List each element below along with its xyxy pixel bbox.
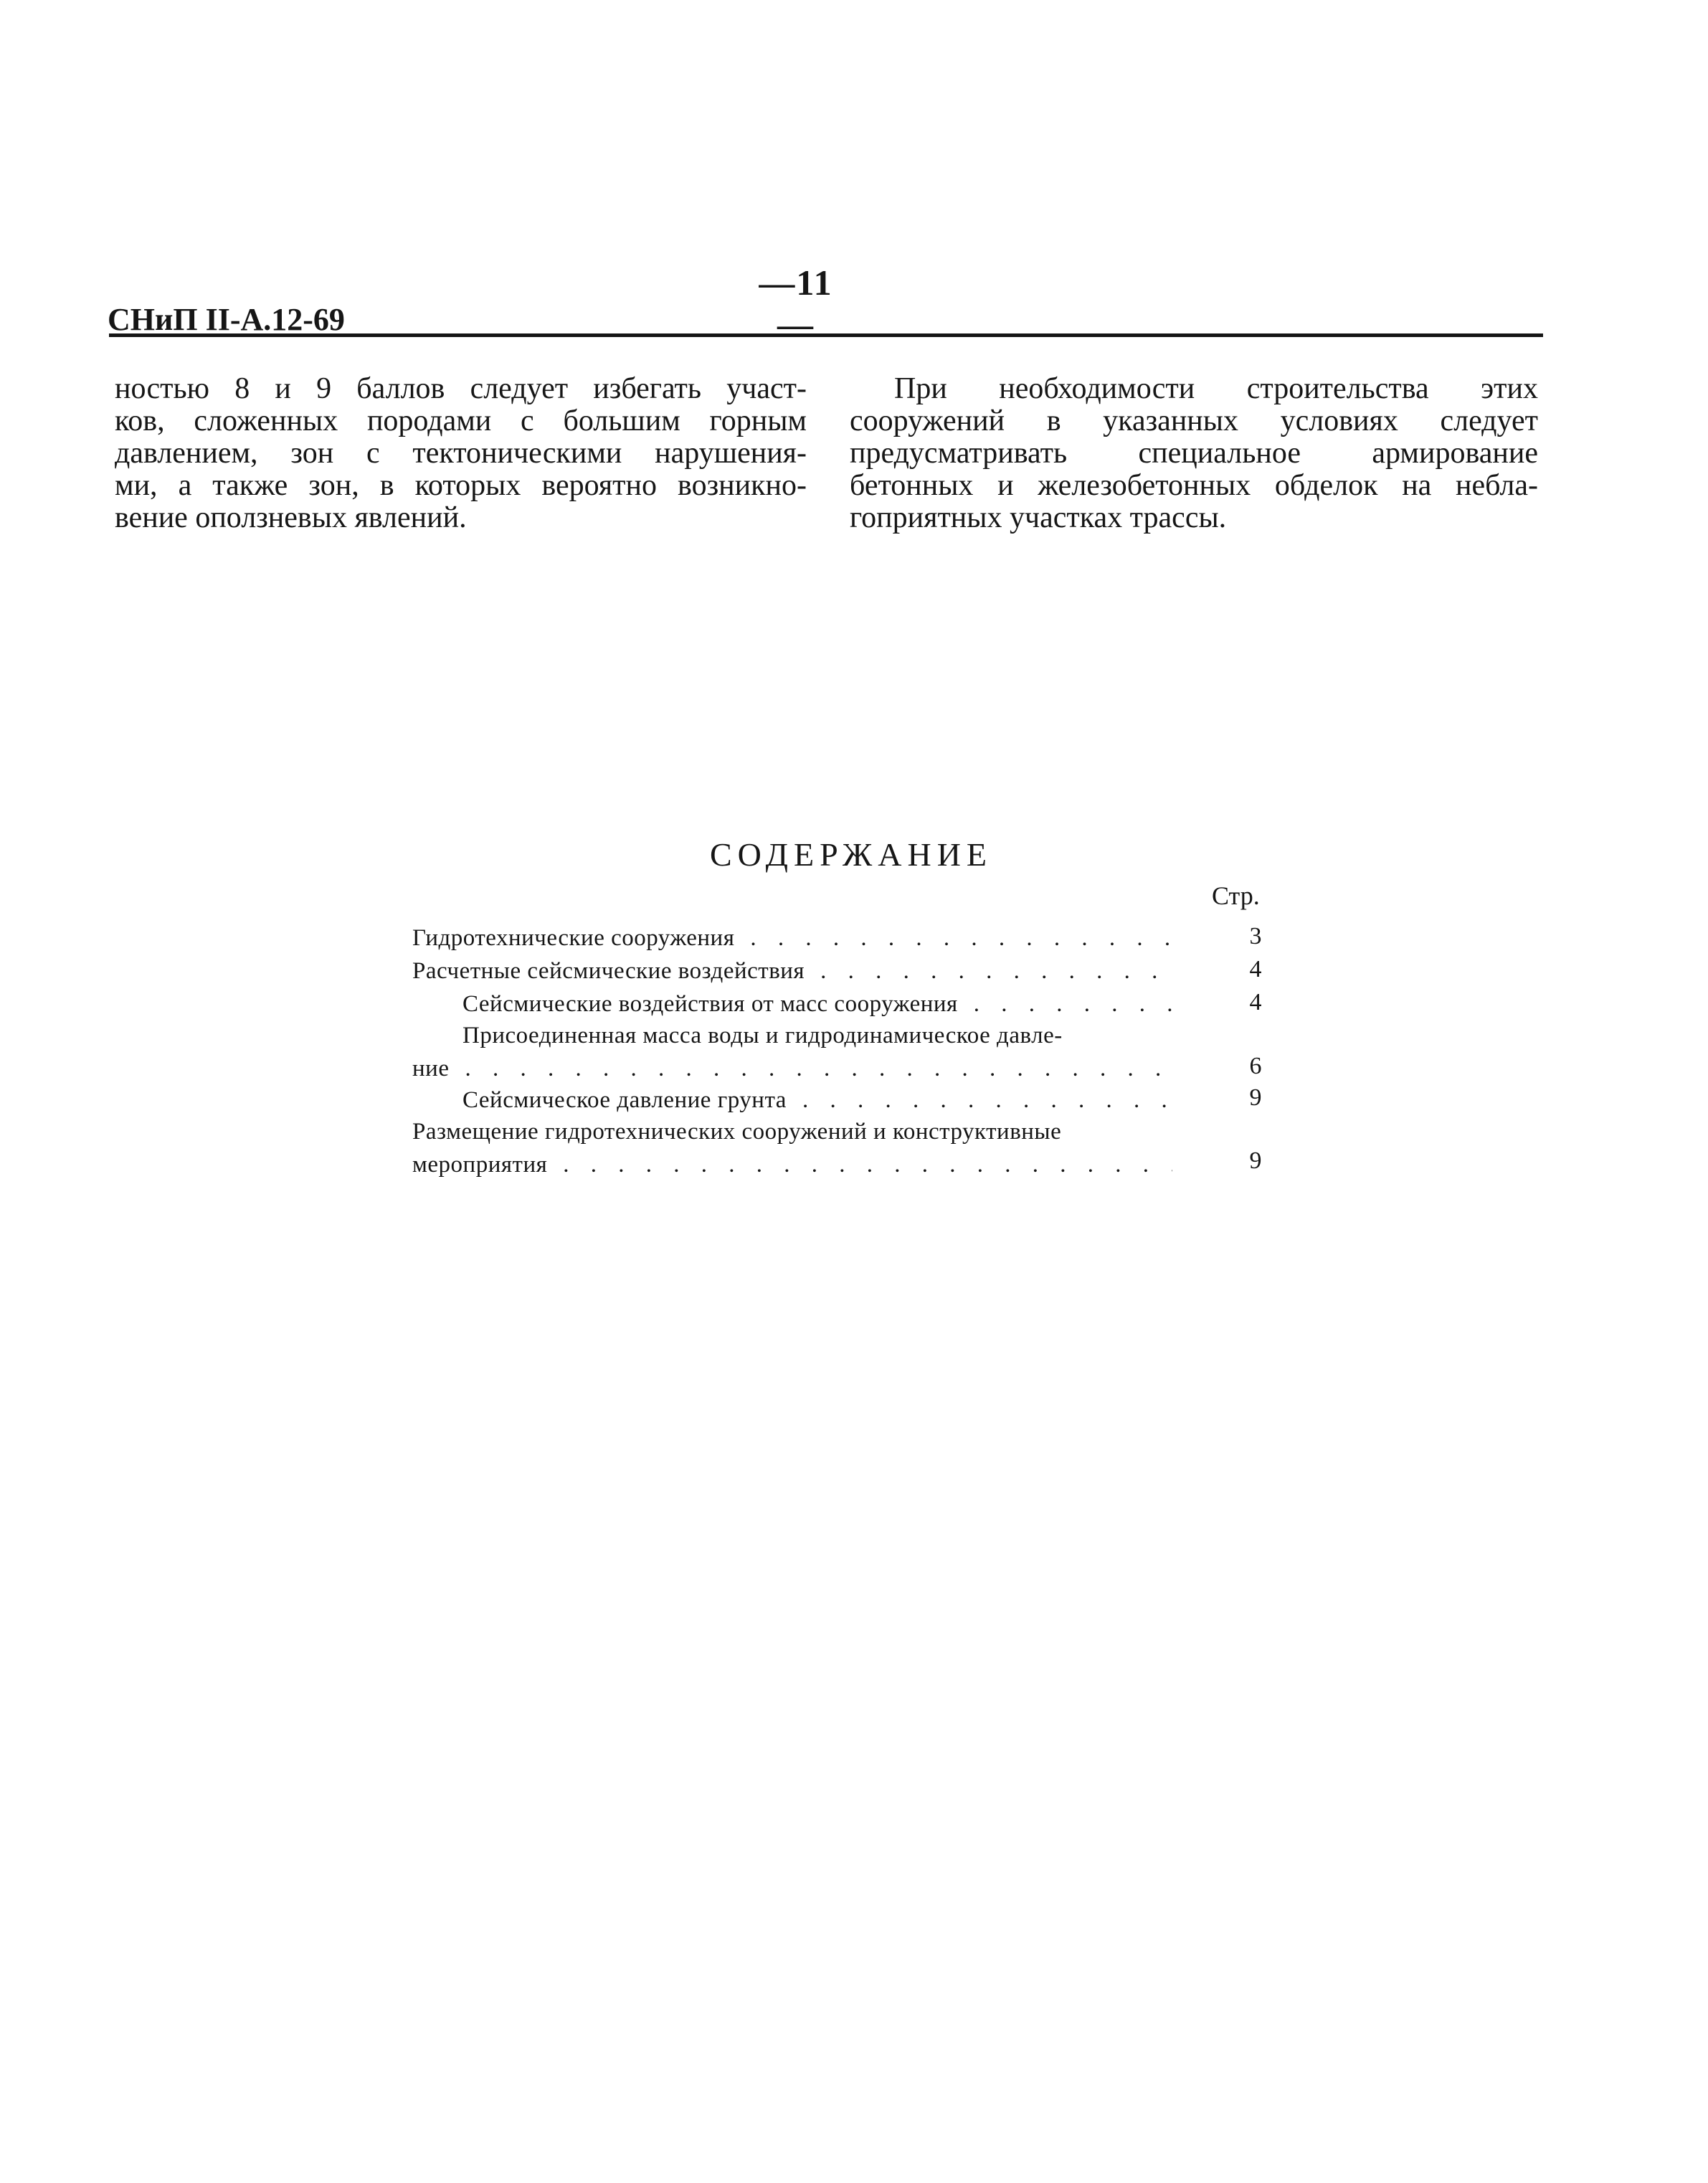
left-text-column bbox=[115, 373, 807, 534]
toc-entry-label: Сейсмические воздействия от масс сооружения bbox=[462, 991, 958, 1017]
toc-entry-label: Расчетные сейсмические воздействия bbox=[412, 958, 805, 984]
toc-entry bbox=[412, 1152, 1172, 1182]
toc-entry-label: ние bbox=[412, 1056, 450, 1081]
text-line: При необходимости строительства этих bbox=[894, 372, 1538, 405]
toc-entry-page: 6 bbox=[1249, 1053, 1262, 1079]
toc-entry-page: 3 bbox=[1249, 923, 1262, 950]
toc-entry bbox=[462, 991, 1172, 1021]
toc-entry-page: 9 bbox=[1249, 1084, 1262, 1111]
page-number: —11— bbox=[759, 262, 833, 344]
toc-leader-dots bbox=[787, 1087, 1172, 1114]
header-rule bbox=[109, 333, 1543, 337]
document-code: СНиП II-А.12-69 bbox=[108, 302, 345, 337]
text-line: ми, а также зон, в которых вероятно возникно- bbox=[115, 469, 807, 502]
toc-entry-first-line: Размещение гидротехнических сооружений и конструктивные bbox=[412, 1119, 1062, 1145]
toc-leader-dots bbox=[547, 1152, 1172, 1178]
toc-page-column-header: Стр. bbox=[1212, 881, 1260, 910]
text-line: вение оползневых явлений. bbox=[115, 501, 467, 534]
toc-leader-dots bbox=[734, 925, 1172, 952]
toc-entry-page: 4 bbox=[1249, 989, 1262, 1015]
toc-leader-dots bbox=[449, 1056, 1172, 1082]
text-line: гоприятных участках трассы. bbox=[850, 501, 1227, 534]
toc-entry-page: 4 bbox=[1249, 956, 1262, 982]
toc-entry-label: мероприятия bbox=[412, 1152, 548, 1178]
toc-leader-dots bbox=[958, 991, 1172, 1018]
toc-entry-label: Гидротехнические сооружения bbox=[412, 925, 735, 951]
toc-entry-label: Сейсмическое давление грунта bbox=[462, 1087, 787, 1113]
right-text-column bbox=[850, 373, 1538, 534]
text-line: ков, сложенных породами с большим горным bbox=[115, 404, 807, 437]
toc-leader-dots bbox=[805, 958, 1172, 985]
text-line: сооружений в указанных условиях следует bbox=[850, 404, 1538, 437]
toc-entry bbox=[462, 1087, 1172, 1117]
text-line: бетонных и железобетонных обделок на небла- bbox=[850, 469, 1538, 502]
toc-entry bbox=[412, 1056, 1172, 1086]
toc-entry bbox=[412, 958, 1172, 988]
toc-entry-first-line: Присоединенная масса воды и гидродинамическое давле- bbox=[462, 1023, 1063, 1048]
toc-entry-page: 9 bbox=[1249, 1147, 1262, 1174]
text-line: предусматривать специальное армирование bbox=[850, 437, 1538, 470]
text-line: ностью 8 и 9 баллов следует избегать участ- bbox=[115, 372, 807, 405]
toc-title: СОДЕРЖАНИЕ bbox=[710, 836, 993, 873]
toc-entry bbox=[412, 925, 1172, 955]
text-line: давлением, зон с тектоническими нарушения- bbox=[115, 437, 807, 470]
